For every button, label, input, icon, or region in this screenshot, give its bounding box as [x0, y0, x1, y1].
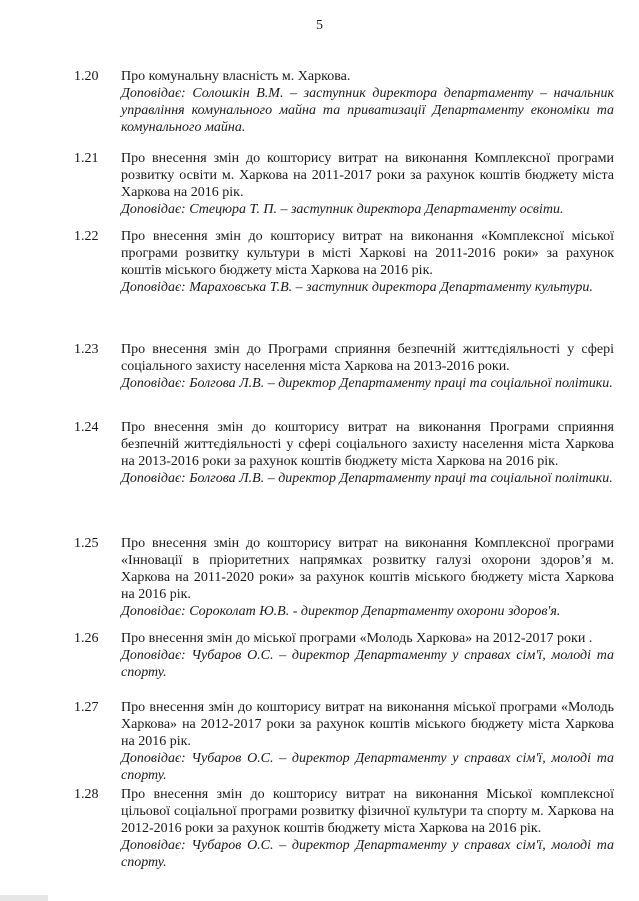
- item-title: Про внесення змін до кошторису витрат на виконання «Комплексної міської програми розвитку культури в місті Харкові на 2011-2016 роки» за рахунок коштів міського бюджету міста Харкова на 2016 рік.: [121, 229, 614, 278]
- item-body: [121, 786, 614, 871]
- item-speaker: Доповідає: Чубаров О.С. – директор Департаменту у справах сім'ї, молоді та спорту.: [121, 838, 614, 870]
- agenda-item-1-20: [74, 68, 614, 136]
- item-number: 1.22: [74, 229, 99, 244]
- item-body: [121, 699, 614, 784]
- scan-edge-mark: [0, 895, 48, 901]
- item-speaker: Доповідає: Чубаров О.С. – директор Департаменту у справах сім'ї, молоді та спорту.: [121, 751, 614, 783]
- agenda-item-1-22: [74, 228, 614, 296]
- item-body: [121, 228, 614, 296]
- item-title: Про внесення змін до кошторису витрат на виконання міської програми «Молодь Харкова» на 2012-2017 роки за рахунок коштів міського бюджету міста Харкова на 2016 рік.: [121, 700, 614, 749]
- item-speaker: Доповідає: Солошкін В.М. – заступник директора департаменту – начальник управління комунального майна та приватизації Департаменту економіки та комунального майна.: [121, 86, 614, 135]
- item-speaker: Доповідає: Сороколат Ю.В. - директор Департаменту охорони здоров'я.: [121, 604, 561, 619]
- item-number: 1.25: [74, 536, 99, 551]
- item-number: 1.26: [74, 631, 99, 646]
- page-number: 5: [316, 18, 323, 33]
- item-title: Про внесення змін до Програми сприяння безпечній життєдіяльності у сфері соціального захисту населення міста Харкова на 2013-2016 роки.: [121, 342, 614, 374]
- agenda-item-1-27: [74, 699, 614, 784]
- item-body: [121, 68, 614, 136]
- item-speaker: Доповідає: Стецюра Т. П. – заступник директора Департаменту освіти.: [121, 202, 564, 217]
- item-body: [121, 630, 614, 681]
- item-body: [121, 419, 614, 487]
- agenda-item-1-21: [74, 150, 614, 218]
- item-speaker: Доповідає: Чубаров О.С. – директор Департаменту у справах сім'ї, молоді та спорту.: [121, 648, 614, 680]
- item-title: Про внесення змін до кошторису витрат на виконання Програми сприяння безпечній життєдіяльності у сфері соціального захисту населення міста Харкова на 2013-2016 роки за рахунок коштів бюджету міста Харкова на 2016 рік.: [121, 420, 614, 469]
- agenda-item-1-28: [74, 786, 614, 871]
- item-number: 1.21: [74, 151, 99, 166]
- item-title: Про внесення змін до кошторису витрат на виконання Комплексної програми розвитку освіти м. Харкова на 2011-2017 роки за рахунок коштів бюджету міста Харкова на 2016 рік.: [121, 151, 614, 200]
- item-number: 1.24: [74, 420, 99, 435]
- item-number: 1.23: [74, 342, 99, 357]
- item-speaker: Доповідає: Болгова Л.В. – директор Департаменту праці та соціальної політики.: [121, 471, 613, 486]
- item-number: 1.28: [74, 787, 99, 802]
- agenda-item-1-24: [74, 419, 614, 487]
- item-title: Про внесення змін до кошторису витрат на виконання Комплексної програми «Інновації в пріоритетних напрямках розвитку галузі охорони здоров’я м. Харкова на 2011-2020 роки» за рахунок коштів міського бюджету міста Харкова на 2016 рік.: [121, 536, 614, 602]
- item-number: 1.20: [74, 69, 99, 84]
- item-number: 1.27: [74, 700, 99, 715]
- item-body: [121, 535, 614, 620]
- item-body: [121, 150, 614, 218]
- agenda-item-1-23: [74, 341, 614, 392]
- item-title: Про внесення змін до міської програми «Молодь Харкова» на 2012-2017 роки .: [121, 631, 593, 646]
- agenda-item-1-25: [74, 535, 614, 620]
- item-title: Про комунальну власність м. Харкова.: [121, 69, 351, 84]
- item-title: Про внесення змін до кошторису витрат на виконання Міської комплексної цільової соціальної програми розвитку фізичної культури та спорту м. Харкова на 2012-2016 роки за рахунок коштів бюджету міста Харкова на 2016 рік.: [121, 787, 614, 836]
- item-body: [121, 341, 614, 392]
- agenda-item-1-26: [74, 630, 614, 681]
- item-speaker: Доповідає: Мараховська Т.В. – заступник директора Департаменту культури.: [121, 280, 593, 295]
- item-speaker: Доповідає: Болгова Л.В. – директор Департаменту праці та соціальної політики.: [121, 376, 613, 391]
